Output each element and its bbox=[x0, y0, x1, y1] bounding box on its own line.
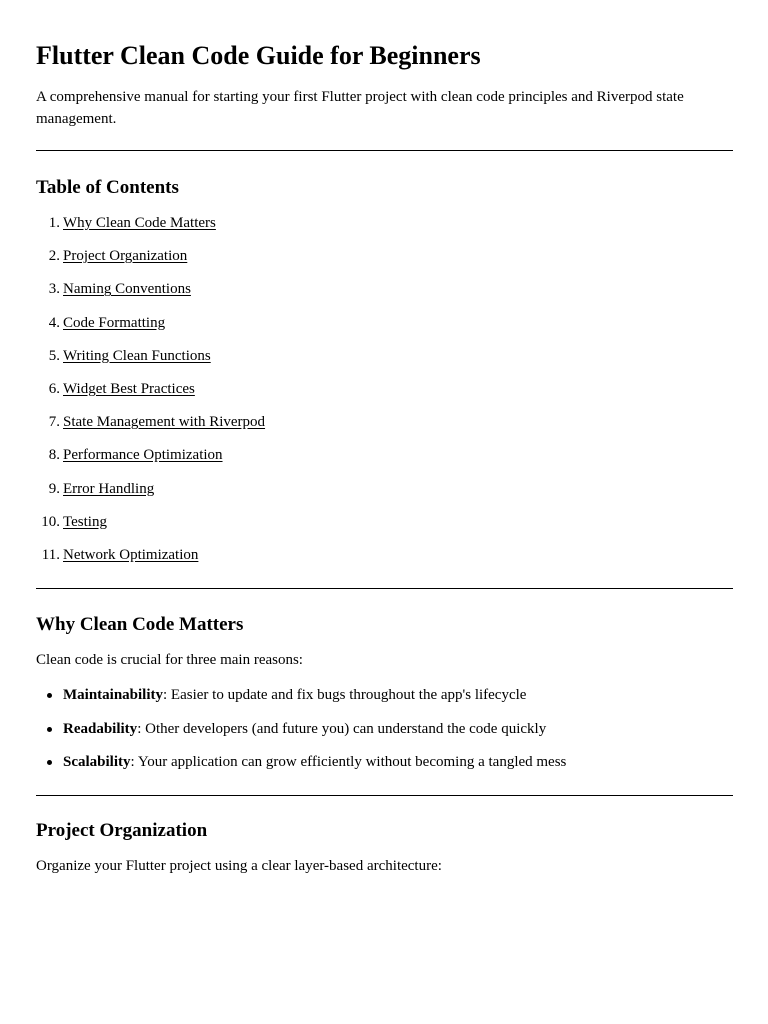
intro-paragraph: A comprehensive manual for starting your first Flutter project with clean code principles and Riverpod state management. bbox=[36, 89, 684, 127]
toc-link-project-organization[interactable]: Project Organization bbox=[63, 248, 188, 265]
section-heading-project-organization: Project Organization bbox=[36, 820, 208, 841]
section-lead: Clean code is crucial for three main reasons: bbox=[36, 652, 303, 668]
bullet-icon bbox=[47, 760, 52, 765]
toc-link-testing[interactable]: Testing bbox=[63, 513, 107, 530]
toc-heading: Table of Contents bbox=[36, 177, 179, 198]
divider bbox=[36, 150, 733, 151]
list-item-description: : Other developers (and future you) can understand the code quickly bbox=[137, 720, 547, 737]
section-lead: Organize your Flutter project using a clear layer-based architecture: bbox=[36, 858, 442, 874]
toc-link-naming-conventions[interactable]: Naming Conventions bbox=[63, 281, 191, 298]
list-item-term: Scalability bbox=[63, 754, 131, 770]
toc-link-code-formatting[interactable]: Code Formatting bbox=[63, 314, 166, 331]
toc-link-clean-functions[interactable]: Writing Clean Functions bbox=[63, 347, 211, 364]
divider bbox=[36, 588, 733, 589]
toc-link-error-handling[interactable]: Error Handling bbox=[63, 480, 155, 497]
list-item-term: Maintainability bbox=[63, 687, 164, 703]
toc-item-number: 6. bbox=[48, 380, 60, 397]
toc-item-number: 5. bbox=[48, 347, 60, 364]
list-item-text bbox=[63, 718, 546, 740]
toc-item-number: 1. bbox=[48, 215, 60, 231]
list-item-term: Readability bbox=[63, 720, 138, 737]
page-title: Flutter Clean Code Guide for Beginners bbox=[36, 41, 481, 70]
list-item-text bbox=[63, 751, 566, 773]
bullet-icon bbox=[47, 693, 52, 698]
toc-link-network-optimization[interactable]: Network Optimization bbox=[63, 546, 199, 563]
toc-link-widget-best-practices[interactable]: Widget Best Practices bbox=[63, 380, 195, 397]
divider bbox=[36, 795, 733, 796]
list-item-description: : Easier to update and fix bugs throughout the app's lifecycle bbox=[163, 687, 527, 703]
toc-link-state-management[interactable]: State Management with Riverpod bbox=[63, 414, 266, 431]
list-item-text bbox=[63, 684, 526, 706]
toc-link-performance[interactable]: Performance Optimization bbox=[63, 447, 223, 464]
toc-item-number: 2. bbox=[48, 248, 60, 265]
toc-item-number: 11. bbox=[41, 546, 60, 563]
list-item-description: : Your application can grow efficiently without becoming a tangled mess bbox=[130, 754, 567, 770]
toc-item-number: 10. bbox=[41, 513, 60, 530]
toc-item-number: 3. bbox=[48, 281, 60, 298]
toc-item-number: 4. bbox=[48, 314, 60, 331]
toc-item-number: 9. bbox=[48, 480, 60, 497]
bullet-icon bbox=[47, 727, 52, 732]
section-heading-why-clean-code: Why Clean Code Matters bbox=[36, 614, 244, 635]
toc-item-number: 7. bbox=[48, 414, 60, 431]
toc-item-number: 8. bbox=[48, 447, 60, 464]
toc-link-why-clean-code[interactable]: Why Clean Code Matters bbox=[63, 215, 216, 231]
